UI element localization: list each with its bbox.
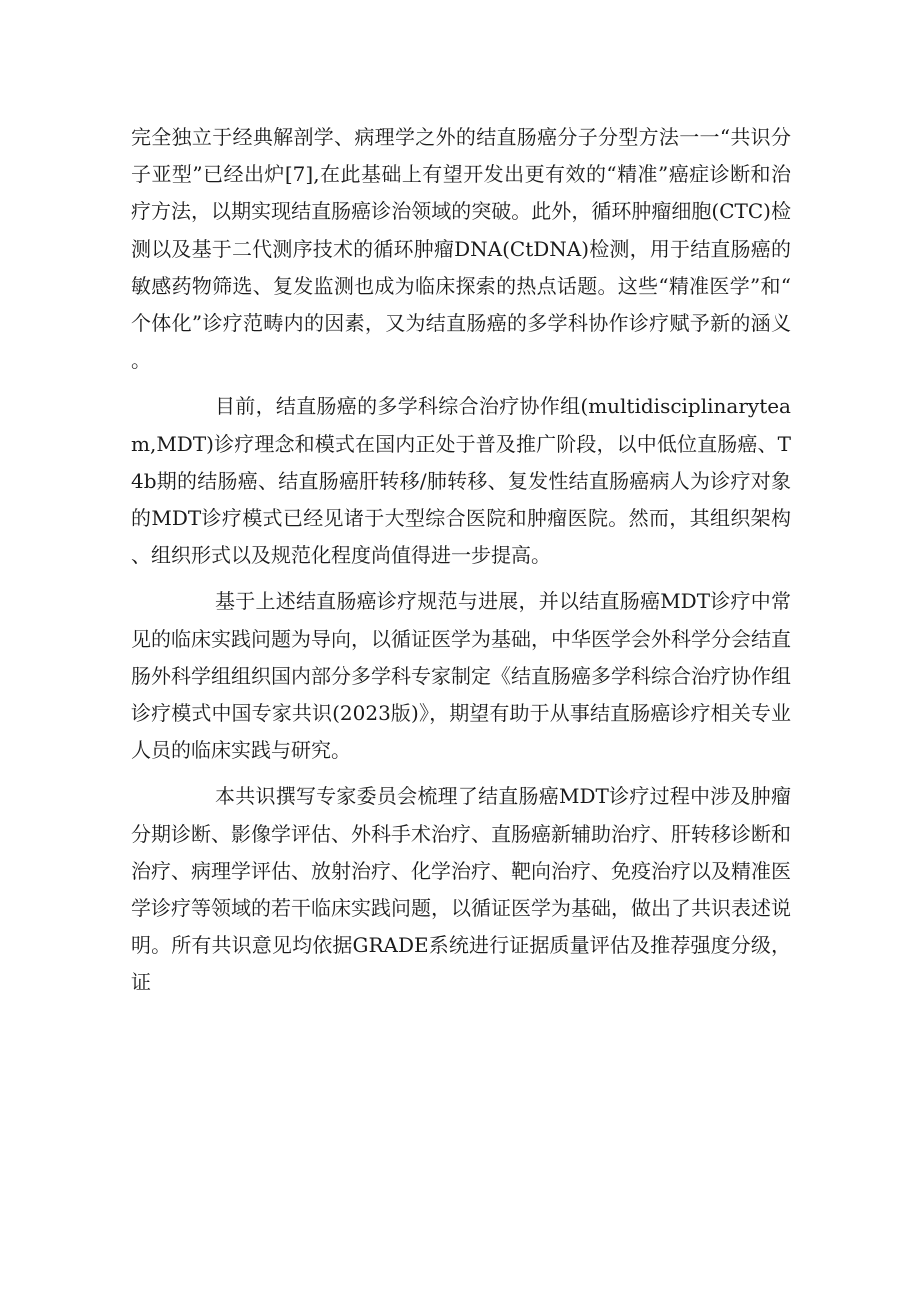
paragraph-consensus-scope: 本共识撰写专家委员会梳理了结直肠癌MDT诊疗过程中涉及肿瘤分期诊断、影像学评估、外科手术治疗、直肠癌新辅助治疗、肝转移诊断和治疗、病理学评估、放射治疗、化学治疗、靶向治疗、免疫治疗以及精准医学诊疗等领域的若干临床实践问题，以循证医学为基础，做出了共识表述说明。所有共识意见均依据GRADE系统进行证据质量评估及推荐强度分级，证 — [131, 784, 791, 995]
document-body — [131, 119, 791, 1002]
paragraph-mdt-status: 目前，结直肠癌的多学科综合治疗协作组(multidisciplinaryteam,MDT)诊疗理念和模式在国内正处于普及推广阶段，以中低位直肠癌、T4b期的结肠癌、结直肠癌肝转移/肺转移、复发性结直肠癌病人为诊疗对象的MDT诊疗模式已经见诸于大型综合医院和肿瘤医院。然而，其组织架构、组织形式以及规范化程度尚值得进一步提高。 — [131, 394, 791, 568]
paragraph-consensus-purpose: 基于上述结直肠癌诊疗规范与进展，并以结直肠癌MDT诊疗中常见的临床实践问题为导向，以循证医学为基础，中华医学会外科学分会结直肠外科学组组织国内部分多学科专家制定《结直肠癌多学科综合治疗协作组诊疗模式中国专家共识(2023版)》，期望有助于从事结直肠癌诊疗相关专业人员的临床实践与研究。 — [131, 589, 791, 763]
paragraph-molecular-subtypes: 完全独立于经典解剖学、病理学之外的结直肠癌分子分型方法一一“共识分子亚型”已经出炉[7],在此基础上有望开发出更有效的“精准”癌症诊断和治疗方法，以期实现结直肠癌诊治领域的突破。此外，循环肿瘤细胞(CTC)检测以及基于二代测序技术的循环肿瘤DNA(CtDNA)检测，用于结直肠癌的敏感药物筛选、复发监测也成为临床探索的热点话题。这些“精准医学”和“个体化”诊疗范畴内的因素，又为结直肠癌的多学科协作诊疗赋予新的涵义。 — [131, 125, 791, 373]
